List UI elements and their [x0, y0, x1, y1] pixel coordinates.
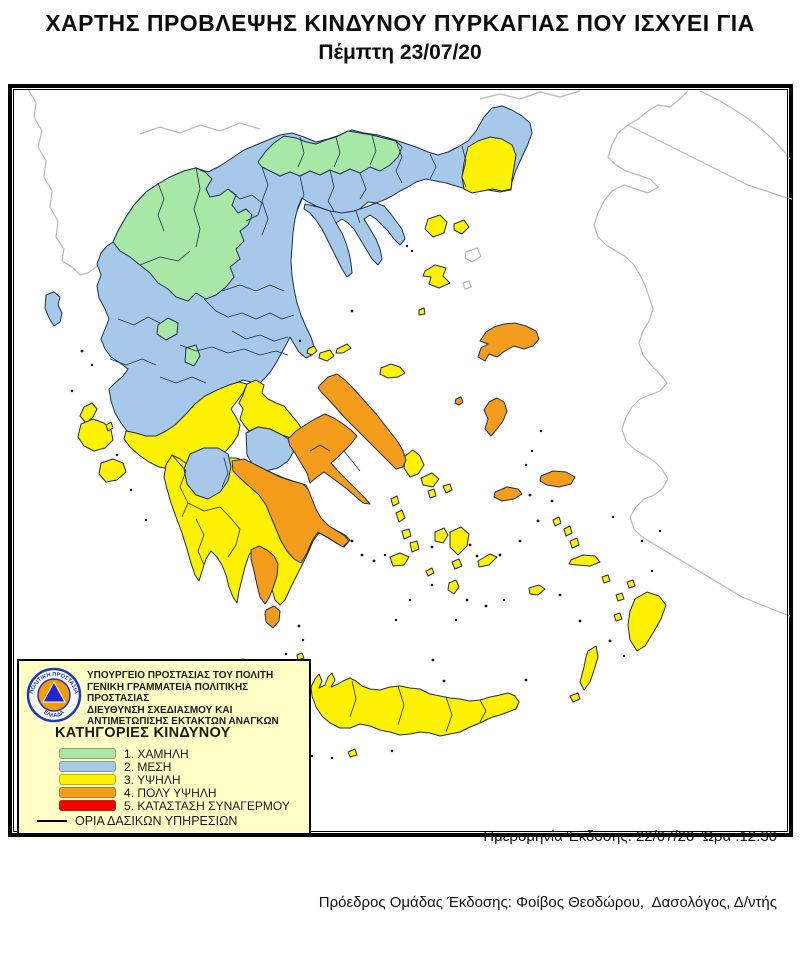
region-corfu — [45, 292, 62, 326]
logo-ring-text-top: ΠΟΛΙΤΙΚΗ ΠΡΟΣΤΑΣΙΑ — [29, 671, 79, 695]
region-crete — [311, 673, 519, 736]
title-line2: Πέμπτη 23/07/20 — [318, 41, 482, 64]
region-kea — [391, 496, 399, 506]
region-lesvos — [478, 323, 539, 361]
legend-rows — [59, 747, 290, 812]
region-samothrace — [454, 220, 469, 234]
region-paros — [435, 528, 448, 543]
region-naxos — [450, 527, 469, 555]
region-kos — [569, 555, 600, 566]
issue-date-line: Ημερομηνία Έκδοσης: 22/07/20 Ώρα :12:30 — [483, 828, 777, 845]
region-kasos — [570, 693, 580, 702]
legend-row-alert — [59, 799, 290, 812]
civil-protection-logo — [26, 667, 82, 723]
legend-box — [17, 659, 311, 835]
region-samos — [540, 471, 575, 487]
org-line1: ΥΠΟΥΡΓΕΙΟ ΠΡΟΣΤΑΣΙΑΣ ΤΟΥ ΠΟΛΙΤΗ — [87, 670, 274, 681]
org-line2: ΓΕΝΙΚΗ ΓΡΑΜΜΑΤΕΙΑ ΠΟΛΙΤΙΚΗΣ ΠΡΟΣΤΑΣΙΑΣ — [87, 681, 249, 704]
region-amorgos — [478, 554, 497, 567]
turkey-coastline — [594, 91, 790, 616]
region-ikaria — [494, 487, 522, 501]
region-leros — [564, 526, 572, 536]
region-skopelos — [319, 350, 334, 361]
region-nisyros — [602, 575, 610, 583]
region-karpathos — [580, 646, 598, 690]
region-evros — [462, 137, 516, 193]
legend-label-very-high: 4. ΠΟΛΥ ΥΨΗΛΗ — [124, 785, 217, 800]
region-psara — [455, 397, 463, 405]
marmara-coast — [628, 125, 792, 199]
region-kythira — [265, 606, 280, 628]
issue-info — [319, 782, 777, 958]
title-line1: ΧΑΡΤΗΣ ΠΡΟΒΛΕΨΗΣ ΚΙΝΔΥΝΟΥ ΠΥΡΚΑΓΙΑΣ ΠΟΥ ΙΣΧΥΕΙ ΓΙΑ — [45, 10, 755, 36]
imbros-island — [465, 248, 481, 262]
region-chalkidiki — [304, 203, 405, 277]
tenedos-island — [463, 281, 471, 289]
region-gavdos — [348, 749, 357, 757]
legend-label-alert: 5. ΚΑΤΑΣΤΑΣΗ ΣΥΝΑΓΕΡΜΟΥ — [124, 798, 290, 813]
region-santorini — [448, 580, 459, 594]
region-symi — [627, 580, 635, 588]
region-kythnos — [396, 510, 405, 522]
boundary-line-sample — [37, 820, 67, 822]
region-mykonos — [443, 484, 452, 493]
region-milos — [390, 553, 409, 566]
legend-row-high — [59, 773, 290, 786]
swatch-very-high — [59, 787, 116, 798]
swatch-medium — [59, 761, 116, 772]
region-astypalea — [529, 585, 545, 595]
region-limnos — [423, 265, 450, 288]
region-serifos — [402, 529, 411, 539]
swatch-alert — [59, 800, 116, 811]
issue-team-line: Πρόεδρος Ομάδας Έκδοσης: Φοίβος Θεοδώρου, Δασολόγος, Δ/ντής — [318, 894, 777, 911]
region-tilos — [616, 593, 624, 601]
swatch-high — [59, 774, 116, 785]
region-syros — [428, 489, 436, 498]
albania-coastline — [28, 89, 113, 275]
legend-label-low: 1. ΧΑΜΗΛΗ — [124, 746, 189, 761]
north-borders — [140, 123, 260, 134]
region-chalki — [614, 613, 622, 621]
region-folegandros — [426, 568, 434, 576]
legend-row-low — [59, 747, 290, 760]
region-agios-efstratios — [419, 308, 425, 315]
org-title — [87, 670, 309, 728]
region-ithaki — [106, 422, 113, 431]
legend-categories-title: ΚΑΤΗΓΟΡΙΕΣ ΚΙΝΔΥΝΟΥ — [55, 725, 231, 741]
bulgaria-border — [480, 91, 580, 99]
org-line3: ΔΙΕΥΘΥΝΣΗ ΣΧΕΔΙΑΣΜΟΥ ΚΑΙ — [87, 704, 233, 716]
region-alonissos — [336, 344, 351, 353]
logo-ring-text-bottom: ΕΛΛΑΔΑ — [42, 709, 66, 720]
swatch-low — [59, 748, 116, 759]
region-chios — [484, 398, 507, 436]
org-line4: ΑΝΤΙΜΕΤΩΠΙΣΗΣ ΕΚΤΑΚΤΩΝ ΑΝΑΓΚΩΝ — [87, 716, 279, 727]
forest-boundaries-row — [37, 814, 237, 828]
map-frame — [8, 84, 793, 911]
forest-boundaries-label: ΟΡΙΑ ΔΑΣΙΚΩΝ ΥΠΗΡΕΣΙΩΝ — [75, 814, 238, 828]
region-patmos — [553, 517, 561, 526]
legend-label-medium: 2. ΜΕΣΗ — [124, 759, 172, 774]
region-tinos — [421, 473, 439, 487]
region-zakynthos — [99, 459, 126, 482]
legend-row-very-high — [59, 786, 290, 799]
bosphorus-arc — [700, 91, 790, 159]
region-rhodes — [628, 592, 666, 651]
region-sifnos — [410, 541, 419, 552]
region-skyros — [380, 364, 405, 378]
legend-row-medium — [59, 760, 290, 773]
region-ios — [452, 559, 462, 569]
legend-label-high: 3. ΥΨΗΛΗ — [124, 772, 181, 787]
region-kalymnos — [570, 538, 579, 548]
region-andros — [404, 450, 424, 477]
region-thasos — [425, 215, 447, 237]
